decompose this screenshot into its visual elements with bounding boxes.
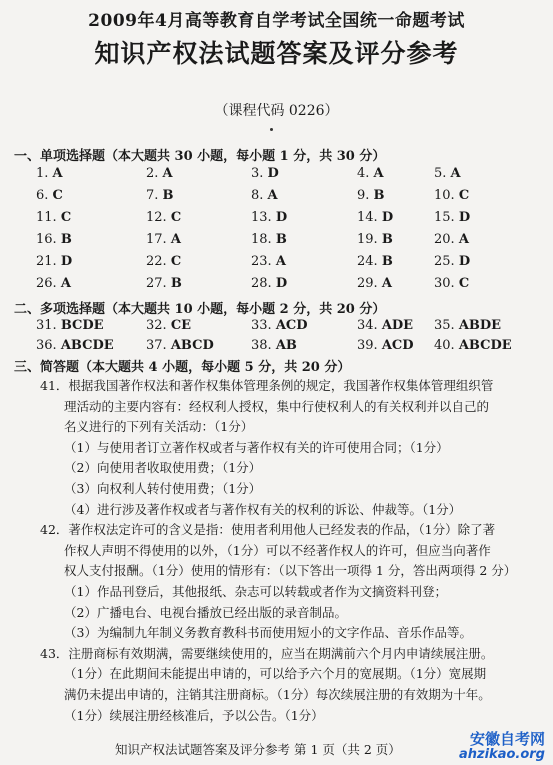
answer-item [36,232,72,247]
exam-title: 2009年4月高等教育自学考试全国统一命题考试 [88,11,465,31]
answer-text-line: 权人支付报酬。（1分）使用的情形有：（以下答出一项得 1 分，答出两项得 2 分） [64,563,517,579]
question-number: 31. [36,318,61,333]
single-choice-answers [0,166,553,298]
answer-item [251,318,308,333]
question-number: 29. [357,276,382,291]
question-number: 28. [251,276,276,291]
question-number: 23. [251,254,276,269]
document-title: 知识产权法试题答案及评分参考 [94,39,459,68]
question-number: 9. [357,188,374,203]
section3-heading: 三、简答题（本大题共 4 小题，每小题 5 分，共 20 分） [14,360,351,375]
question-number: 14. [357,210,382,225]
answer-text-line: （2）向使用者收取使用费；（1分） [64,460,262,476]
question-number: 11. [36,210,61,225]
answer-item [251,210,287,225]
answer-letter: A [373,166,384,181]
answer-letter: B [381,254,393,269]
answer-item [146,210,181,225]
page-footer: 知识产权法试题答案及评分参考 第 1 页（共 2 页） [115,742,401,757]
answer-text-line: 43．注册商标有效期满，需要继续使用的，应当在期满前六个月内申请续展注册。 [40,645,494,661]
answer-text-line: （3）向权利人转付使用费；（1分） [64,481,262,496]
answer-letter: A [275,254,286,269]
answer-item [251,338,297,353]
question-number: 40. [434,338,459,353]
answer-text-line: （2）广播电台、电视台播放已经出版的录音制品。 [64,604,347,620]
answer-item [146,338,214,353]
answer-item [251,232,287,247]
answer-text-line: 满仍未提出申请的，注销其注册商标。（1分）每次续展注册的有效期为十年。 [64,687,491,702]
question-number: 24. [357,254,382,269]
question-number: 26. [36,276,61,291]
answer-text-line: 作权人声明不得使用的以外，（1分）可以不经著作权人的许可，但应当向著作 [64,542,491,558]
answer-letter: A [381,276,392,291]
answer-letter: B [275,232,287,247]
answer-item [36,166,63,181]
answer-item [146,318,191,333]
answer-text-line: （1分）在此期间未能提出申请的，可以给予六个月的宽展期。（1分）宽展期 [64,666,487,682]
question-number: 6. [36,188,53,203]
answer-item [146,188,174,203]
answer-letter: C [52,188,63,203]
answer-letter: D [275,210,288,225]
answer-item [434,210,470,225]
question-number: 22. [146,254,171,269]
answer-item [434,166,461,181]
answer-letter: B [381,232,393,247]
answer-text-line: 42．著作权法定许可的含义是指：使用者利用他人已经发表的作品，（1分）除了著 [40,522,496,538]
answer-item [434,318,501,333]
answer-letter: C [60,210,72,225]
answer-item [146,276,182,291]
answer-letter: C [170,210,182,225]
answer-item [357,338,414,353]
answer-row [0,276,553,298]
answer-letter: A [60,276,71,291]
question-number: 32. [146,318,171,333]
answer-letter: BCDE [60,318,104,333]
answer-item [434,276,469,291]
question-number: 17. [146,232,171,247]
answer-letter: A [458,232,469,247]
course-code: （课程代码 0226） [214,103,339,119]
answer-letter: ABDE [458,318,502,333]
answer-letter: B [60,232,72,247]
answer-letter: ABCDE [458,338,512,353]
answer-item [357,210,393,225]
answer-item [251,188,278,203]
question-number: 35. [434,318,459,333]
answer-item [251,166,279,181]
answer-item [146,254,181,269]
answer-text-line: 41．根据我国著作权法和著作权集体管理条例的规定，我国著作权集体管理组织管 [40,378,494,393]
answer-row [0,338,553,358]
answer-item [434,232,469,247]
question-number: 7. [146,188,163,203]
question-number: 39. [357,338,382,353]
answer-item [251,254,286,269]
answer-row [0,232,553,254]
question-number: 8. [251,188,268,203]
question-number: 18. [251,232,276,247]
question-number: 15. [434,210,459,225]
multiple-choice-answers [0,318,553,358]
answer-item [434,338,512,353]
question-number: 21. [36,254,61,269]
answer-text-line: （1）与使用者订立著作权或者与著作权有关的许可使用合同；（1分） [64,439,449,455]
answer-letter: D [458,254,471,269]
question-number: 10. [434,188,459,203]
answer-letter: A [52,166,63,181]
answer-letter: A [162,166,173,181]
question-number: 2. [146,166,163,181]
answer-letter: C [458,276,470,291]
answer-item [36,338,114,353]
question-number: 38. [251,338,276,353]
question-number: 16. [36,232,61,247]
question-number: 27. [146,276,171,291]
answer-item [146,232,181,247]
question-number: 5. [434,166,451,181]
answer-letter: ADE [381,318,414,333]
answer-letter: D [60,254,73,269]
question-number: 3. [251,166,268,181]
answer-letter: A [170,232,181,247]
answer-letter: C [170,254,182,269]
answer-item [357,166,384,181]
question-number: 33. [251,318,276,333]
answer-text-line: 名义进行的下列有关活动：（1分） [64,419,254,435]
answer-letter: CE [170,318,192,333]
answer-item [434,188,469,203]
answer-letter: D [275,276,288,291]
question-number: 36. [36,338,61,353]
answer-row [0,166,553,188]
question-number: 20. [434,232,459,247]
answer-row [0,188,553,210]
answer-letter: AB [275,338,297,353]
answer-letter: A [267,188,278,203]
answer-item [36,254,72,269]
question-number: 25. [434,254,459,269]
answer-letter: ABCD [170,338,214,353]
answer-item [357,276,392,291]
answer-item [36,188,63,203]
question-number: 37. [146,338,171,353]
question-number: 34. [357,318,382,333]
answer-letter: A [450,166,461,181]
answer-text-line: （1分）续展注册经核准后，予以公告。（1分） [64,707,324,723]
ink-dot [270,128,273,131]
answer-text-line: （3）为编制九年制义务教育教科书而使用短小的文字作品、音乐作品等。 [64,625,472,641]
question-number: 19. [357,232,382,247]
section1-heading: 一、单项选择题（本大题共 30 小题，每小题 1 分，共 30 分） [14,149,386,164]
answer-letter: D [381,210,394,225]
answer-letter: ACD [381,338,414,353]
site-watermark[interactable] [459,728,545,762]
answer-text-line: （1）作品刊登后，其他报纸、杂志可以转载或者作为文摘资料刊登； [64,584,447,599]
question-number: 4. [357,166,374,181]
answer-letter: ABCDE [60,338,114,353]
answer-item [146,166,173,181]
answer-item [36,210,71,225]
answer-row [0,210,553,232]
question-number: 12. [146,210,171,225]
question-number: 13. [251,210,276,225]
answer-item [357,318,413,333]
question-number: 1. [36,166,53,181]
answer-item [434,254,470,269]
section2-heading: 二、多项选择题（本大题共 10 小题，每小题 2 分，共 20 分） [14,302,386,317]
answer-row [0,318,553,338]
answer-letter: B [170,276,182,291]
answer-item [357,232,393,247]
answer-text-line: （4）进行涉及著作权或者与著作权有关的权利的诉讼、仲裁等。（1分） [64,501,462,517]
answer-letter: D [267,166,279,181]
answer-letter: ACD [275,318,308,333]
answer-item [251,276,287,291]
answer-letter: B [162,188,174,203]
answer-letter: C [458,188,470,203]
site-url: ahzikao.org [459,747,545,762]
answer-item [357,254,393,269]
answer-letter: D [458,210,471,225]
site-name: 安徽自考网 [469,730,545,748]
answer-row [0,254,553,276]
answer-letter: B [373,188,385,203]
question-number: 30. [434,276,459,291]
answer-text-line: 理活动的主要内容有：经权利人授权，集中行使权利人的有关权利并以自己的 [64,398,490,414]
answer-item [36,318,104,333]
answer-item [36,276,71,291]
answer-item [357,188,385,203]
